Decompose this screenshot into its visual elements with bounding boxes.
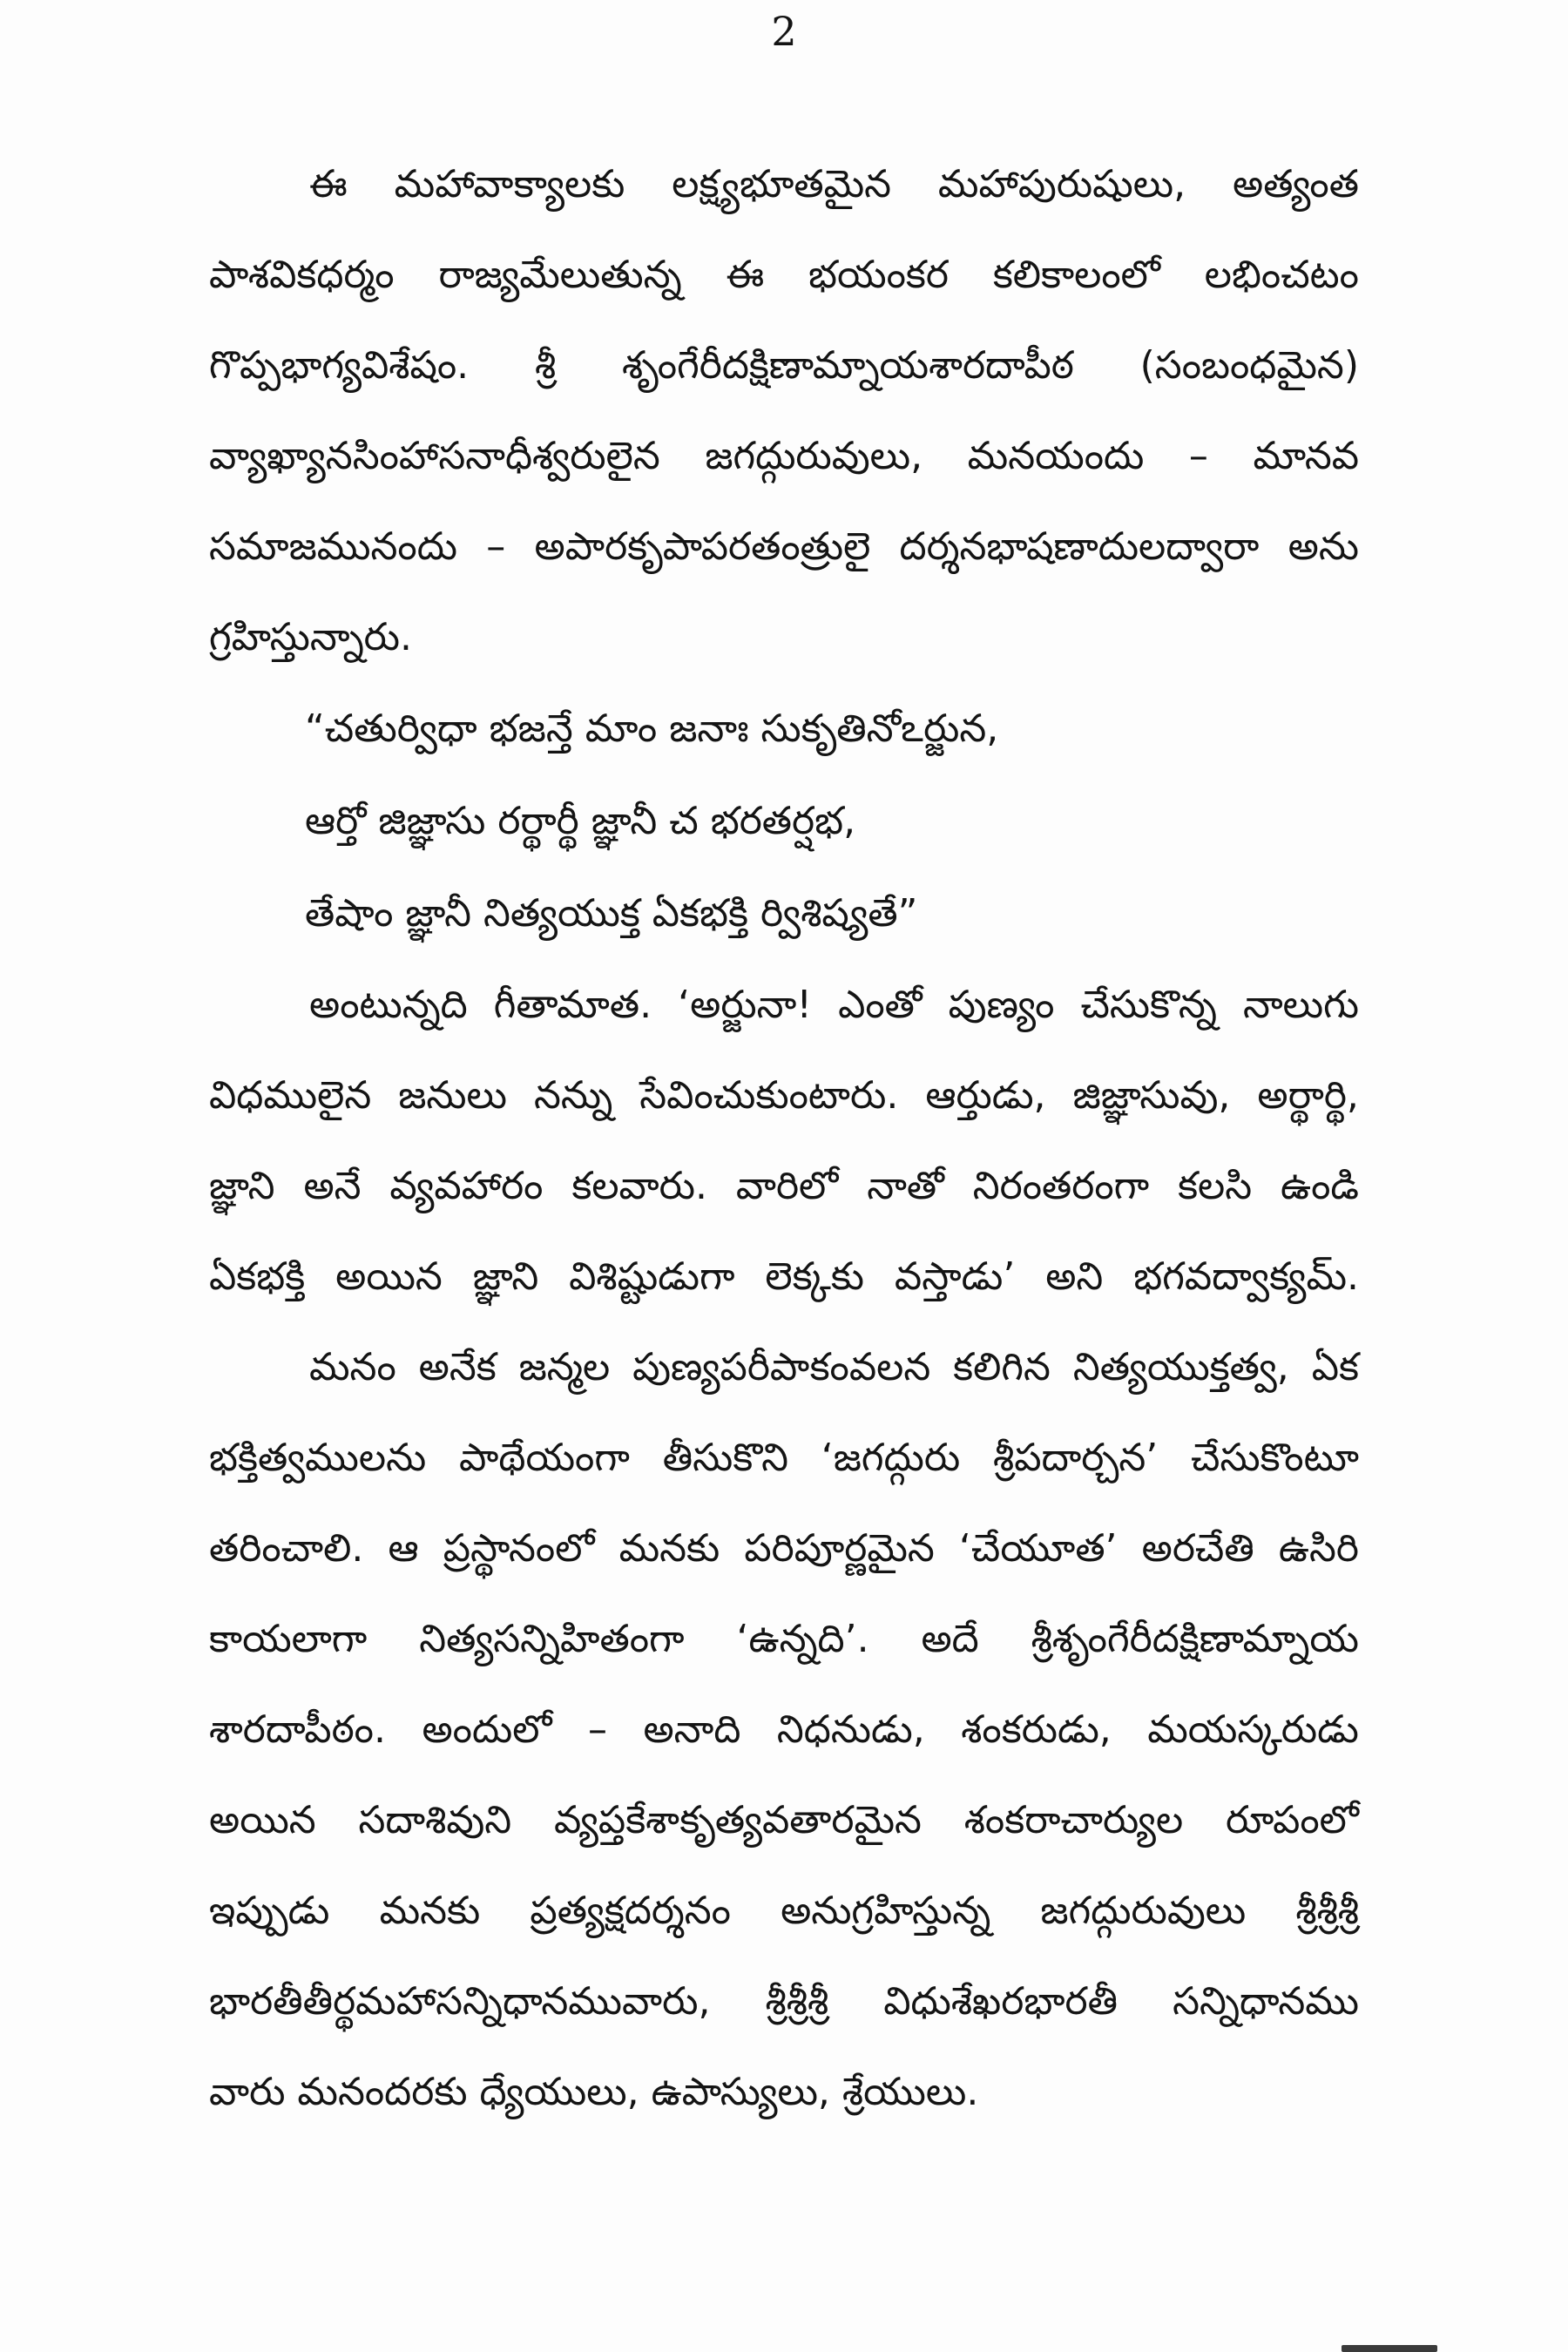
paragraph-4-line-7 bbox=[209, 1866, 1359, 1957]
word: సన్నిధానము bbox=[1173, 1979, 1359, 2024]
word: అయిన bbox=[209, 1798, 316, 1842]
word: వ్యప్తకేశాకృత్యవతారమైన bbox=[553, 1798, 922, 1842]
word: జగద్గురువులు, bbox=[705, 434, 923, 478]
word: ఈ bbox=[726, 253, 765, 297]
word: వ్యాఖ్యానసింహాసనాధీశ్వరులైన bbox=[209, 434, 660, 478]
word: – bbox=[486, 524, 506, 569]
word: అని bbox=[1045, 1254, 1104, 1299]
paragraph-3-line-1 bbox=[209, 960, 1359, 1051]
word: అరచేతి bbox=[1141, 1526, 1254, 1571]
word: మయస్కరుడు bbox=[1147, 1707, 1359, 1752]
word: ఏక bbox=[1311, 1345, 1359, 1389]
word: జనులు bbox=[398, 1073, 507, 1118]
paragraph-4-line-8 bbox=[209, 1957, 1359, 2047]
word: ఉసిరి bbox=[1278, 1526, 1359, 1571]
word: పరిపూర్ణమైన bbox=[744, 1526, 935, 1571]
word: శ్రీపదార్చన’ bbox=[993, 1436, 1159, 1480]
word: ఏకభక్తి bbox=[209, 1254, 306, 1299]
word: పుణ్యపరీపాకంవలన bbox=[632, 1345, 931, 1389]
word: – bbox=[587, 1707, 607, 1752]
word: అయిన bbox=[335, 1254, 443, 1299]
word: మహావాక్యాలకు bbox=[394, 162, 625, 206]
body-text bbox=[209, 139, 1359, 2138]
word: భారతీతీర్థమహాసన్నిధానమువారు, bbox=[209, 1979, 711, 2024]
word: నాతో bbox=[867, 1164, 944, 1208]
word: మనయందు bbox=[967, 434, 1145, 478]
word: విశిష్టుడుగా bbox=[569, 1254, 735, 1299]
word: తరించాలి. bbox=[209, 1526, 364, 1571]
verse-line-1: “చతుర్విధా భజన్తే మాం జనాః సుకృతినోఽర్జున, bbox=[305, 706, 999, 751]
word: వారిలో bbox=[735, 1164, 839, 1208]
word: విధుశేఖరభారతీ bbox=[883, 1979, 1119, 2024]
word: నన్ను bbox=[533, 1073, 613, 1118]
word: చేసుకొన్న bbox=[1080, 983, 1217, 1027]
verse-line-2: ఆర్తో జిజ్ఞాసు రర్థార్థీ జ్ఞానీ చ భరతర్షభ, bbox=[305, 799, 856, 843]
word: రూపంలో bbox=[1225, 1798, 1359, 1842]
word: నాలుగు bbox=[1242, 983, 1359, 1027]
paragraph-3-line-2 bbox=[209, 1051, 1359, 1141]
word: మహాపురుషులు, bbox=[937, 162, 1186, 206]
paragraph-1-line-1 bbox=[209, 139, 1359, 230]
paragraph-1-line-6 bbox=[209, 592, 1359, 683]
word: వ్యవహారం bbox=[389, 1164, 544, 1208]
word: ప్రత్యక్షదర్శనం bbox=[530, 1889, 731, 1933]
word: మానవ bbox=[1253, 434, 1359, 478]
word: సమాజమునందు bbox=[209, 524, 457, 569]
paragraph-3-line-3 bbox=[209, 1141, 1359, 1232]
word: కలసి bbox=[1178, 1164, 1253, 1208]
word: కలవారు. bbox=[571, 1164, 707, 1208]
text-line: గ్రహిస్తున్నారు. bbox=[209, 615, 412, 659]
word: భగవద్వాక్యమ్. bbox=[1133, 1254, 1359, 1299]
word: గొప్పభాగ్యవిశేషం. bbox=[209, 343, 470, 388]
word: కాయలాగా bbox=[209, 1617, 368, 1661]
word: ఉండి bbox=[1281, 1164, 1359, 1208]
paragraph-4-line-3 bbox=[209, 1504, 1359, 1594]
word: ‘చేయూత’ bbox=[958, 1526, 1118, 1571]
word: శ్రీశ్రీశ్రీ bbox=[1295, 1889, 1359, 1933]
word: జ్ఞాని bbox=[472, 1254, 539, 1299]
word: అనే bbox=[303, 1164, 362, 1208]
paragraph-1-line-2 bbox=[209, 230, 1359, 321]
paragraph-1-line-3 bbox=[209, 321, 1359, 411]
word: ‘జగద్గురు bbox=[821, 1436, 961, 1480]
word: వస్తాడు’ bbox=[894, 1254, 1016, 1299]
word: శ్రీశ్రీశ్రీ bbox=[765, 1979, 829, 2024]
word: ‘అర్జునా! bbox=[678, 983, 812, 1027]
word: ఈ bbox=[309, 162, 348, 206]
word: భయంకర bbox=[808, 253, 949, 297]
word: పాథేయంగా bbox=[459, 1436, 630, 1480]
word: మనకు bbox=[379, 1889, 481, 1933]
paragraph-3-line-4 bbox=[209, 1232, 1359, 1322]
paragraph-1-line-4 bbox=[209, 411, 1359, 502]
paragraph-4-line-2 bbox=[209, 1413, 1359, 1504]
verse-line-3: తేషాం జ్ఞానీ నిత్యయుక్త ఏకభక్తి ర్విశిష్యతే” bbox=[305, 891, 918, 936]
word: కలికాలంలో bbox=[992, 253, 1160, 297]
word: అదే bbox=[921, 1617, 979, 1661]
word: తీసుకొని bbox=[662, 1436, 788, 1480]
word: లెక్కకు bbox=[765, 1254, 865, 1299]
paragraph-4-line-4 bbox=[209, 1594, 1359, 1685]
word: అత్యంత bbox=[1233, 162, 1359, 206]
word: (సంబంధమైన) bbox=[1139, 343, 1359, 388]
word: అనుగ్రహిస్తున్న bbox=[781, 1889, 991, 1933]
paragraph-4-line-1 bbox=[209, 1322, 1359, 1413]
word: జిజ్ఞాసువు, bbox=[1072, 1073, 1231, 1118]
word: అను bbox=[1288, 524, 1359, 569]
word: కలిగిన bbox=[953, 1345, 1051, 1389]
word: ఎంతో bbox=[838, 983, 923, 1027]
word: మనం bbox=[309, 1345, 396, 1389]
word: అంటున్నది bbox=[309, 983, 468, 1027]
page-number: 2 bbox=[771, 8, 797, 55]
word: అనేక bbox=[418, 1345, 497, 1389]
word: అపారకృపాపరతంత్రులై bbox=[534, 524, 871, 569]
word: శంకరుడు, bbox=[961, 1707, 1112, 1752]
word: నిత్యయుక్తత్వ, bbox=[1072, 1345, 1289, 1389]
paragraph-4-line-9 bbox=[209, 2047, 1359, 2138]
word: శృంగేరీదక్షిణామ్నాయశారదాపీఠ bbox=[621, 343, 1074, 388]
scan-edge-shadow bbox=[1342, 2345, 1437, 2352]
word: శ్రీశృంగేరీదక్షిణామ్నాయ bbox=[1031, 1617, 1359, 1661]
word: ఆ bbox=[388, 1526, 419, 1571]
paragraph-4-line-6 bbox=[209, 1775, 1359, 1866]
word: ‘ఉన్నది’. bbox=[736, 1617, 869, 1661]
word: ఇప్పుడు bbox=[209, 1889, 330, 1933]
paragraph-4-line-5 bbox=[209, 1685, 1359, 1775]
word: లక్ష్యభూతమైన bbox=[672, 162, 892, 206]
word: భక్తిత్వములను bbox=[209, 1436, 427, 1480]
word: విధములైన bbox=[209, 1073, 372, 1118]
word: అందులో bbox=[422, 1707, 552, 1752]
word: నిరంతరంగా bbox=[972, 1164, 1150, 1208]
word: – bbox=[1188, 434, 1208, 478]
word: జగద్గురువులు bbox=[1040, 1889, 1247, 1933]
word: గీతామాత. bbox=[493, 983, 652, 1027]
word: లభించటం bbox=[1204, 253, 1359, 297]
word: నిధనుడు, bbox=[776, 1707, 925, 1752]
word: జ్ఞాని bbox=[209, 1164, 275, 1208]
word: అర్థార్థి, bbox=[1257, 1073, 1359, 1118]
paragraph-1-line-5 bbox=[209, 502, 1359, 592]
word: నిత్యసన్నిహితంగా bbox=[419, 1617, 685, 1661]
word: రాజ్యమేలుతున్న bbox=[438, 253, 682, 297]
word: సదాశివుని bbox=[358, 1798, 512, 1842]
word: పాశవికధర్మం bbox=[209, 253, 395, 297]
text-line: వారు మనందరకు ధ్యేయులు, ఉపాస్యులు, శ్రేయులు. bbox=[209, 2070, 979, 2114]
word: ప్రస్థానంలో bbox=[443, 1526, 595, 1571]
word: ఆర్తుడు, bbox=[925, 1073, 1046, 1118]
word: మనకు bbox=[618, 1526, 720, 1571]
word: జన్మల bbox=[518, 1345, 611, 1389]
word: దర్శనభాషణాదులద్వారా bbox=[899, 524, 1260, 569]
word: శారదాపీఠం. bbox=[209, 1707, 386, 1752]
word: చేసుకొంటూ bbox=[1191, 1436, 1359, 1480]
word: సేవించుకుంటారు. bbox=[639, 1073, 899, 1118]
word: శంకరాచార్యుల bbox=[963, 1798, 1184, 1842]
word: పుణ్యం bbox=[948, 983, 1055, 1027]
word: అనాది bbox=[643, 1707, 741, 1752]
word: శ్రీ bbox=[534, 343, 557, 388]
